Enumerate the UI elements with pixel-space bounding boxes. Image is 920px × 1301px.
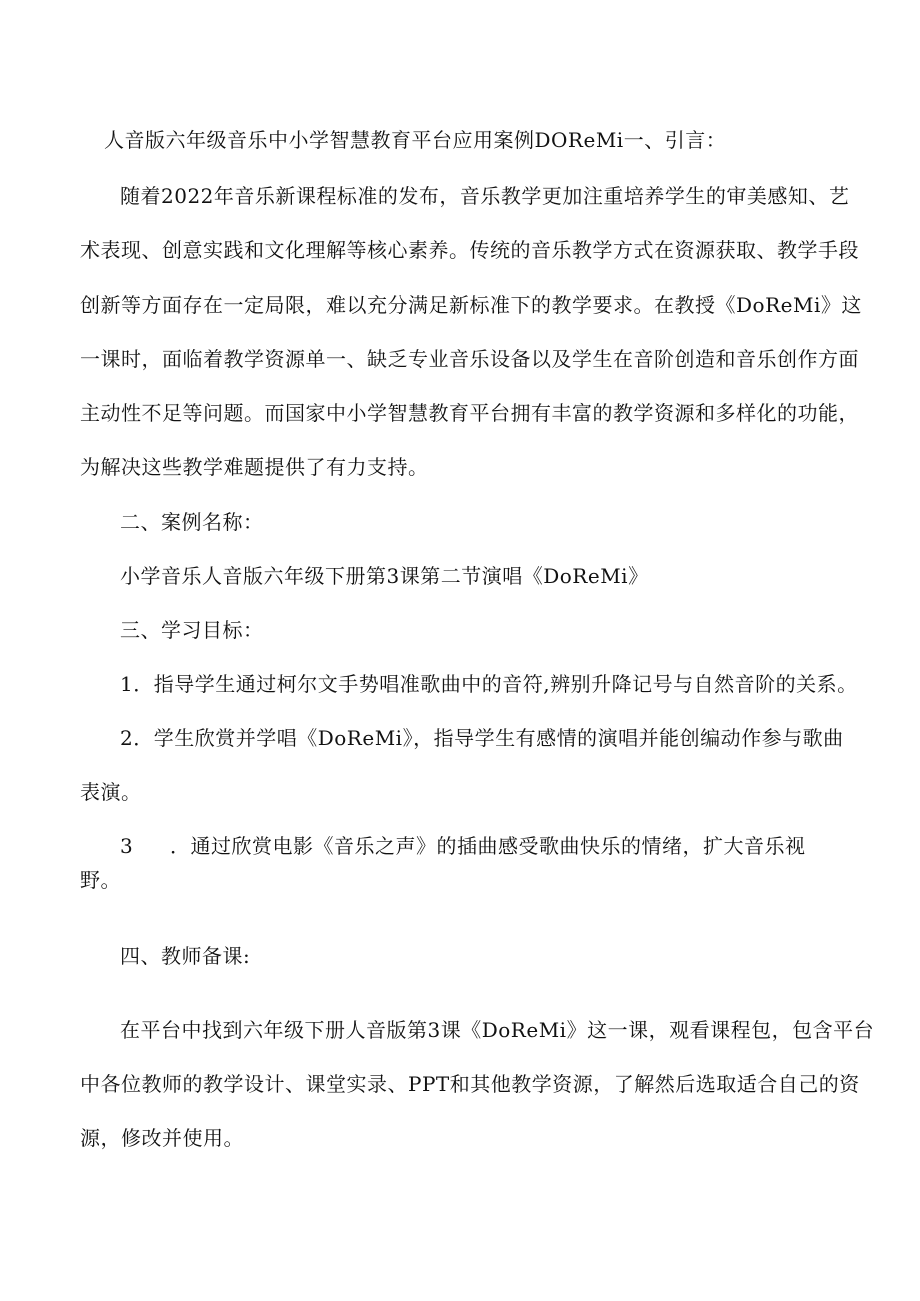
section-2-heading: 二、案例名称： xyxy=(120,510,264,534)
intro-line-4: 一课时，面临着教学资源单一、缺乏专业音乐设备以及学生在音阶创造和音乐创作方面 xyxy=(80,347,859,371)
section-3-heading: 三、学习目标： xyxy=(120,618,264,642)
objective-item-2-line-2: 表演。 xyxy=(80,780,142,804)
section-4-heading: 四、教师备课: xyxy=(120,944,251,968)
objective-item-3-number: 3 xyxy=(120,834,134,858)
section-2-content: 小学音乐人音版六年级下册第3课第二节演唱《DoReMi》 xyxy=(120,564,649,588)
section-4-line-2: 中各位教师的教学设计、课堂实录、PPT和其他教学资源，了解然后选取适合自己的资 xyxy=(80,1072,860,1096)
section-4-line-1: 在平台中找到六年级下册人音版第3课《DoReMi》这一课，观看课程包，包含平台 xyxy=(120,1018,875,1042)
objective-item-3-line-2: 野。 xyxy=(80,868,121,892)
objective-item-3-line-1: ．通过欣赏电影《音乐之声》的插曲感受歌曲快乐的情绪，扩大音乐视 xyxy=(170,834,806,858)
objective-item-2-line-1: 2．学生欣赏并学唱《DoReMi》，指导学生有感情的演唱并能创编动作参与歌曲 xyxy=(120,726,844,750)
intro-line-1: 随着2022年音乐新课程标准的发布，音乐教学更加注重培养学生的审美感知、艺 xyxy=(120,184,850,208)
intro-line-6: 为解决这些教学难题提供了有力支持。 xyxy=(80,455,429,479)
intro-line-5: 主动性不足等问题。而国家中小学智慧教育平台拥有丰富的教学资源和多样化的功能， xyxy=(80,401,859,425)
document-title-line: 人音版六年级音乐中小学智慧教育平台应用案例DOReMi一、引言： xyxy=(104,128,727,152)
objective-item-1: 1．指导学生通过柯尔文手势唱准歌曲中的音符,辨别升降记号与自然音阶的关系。 xyxy=(120,672,858,696)
intro-line-3: 创新等方面存在一定局限，难以充分满足新标准下的教学要求。在教授《DoReMi》这 xyxy=(80,293,862,317)
intro-line-2: 术表现、创意实践和文化理解等核心素养。传统的音乐教学方式在资源获取、教学手段 xyxy=(80,238,859,262)
section-4-line-3: 源，修改并使用。 xyxy=(80,1126,244,1150)
